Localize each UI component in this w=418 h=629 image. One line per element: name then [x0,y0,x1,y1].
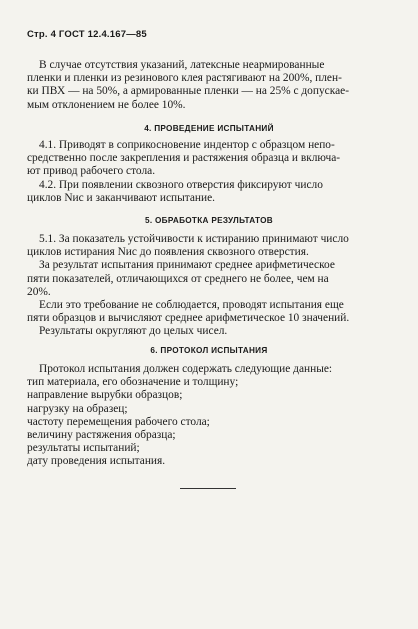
text-line: ки ПВХ — на 50%, а армированные пленки — на 25% с допускае- [27,85,349,98]
text-line: пяти образцов и вычисляют среднее арифметическое 10 значений. [27,312,350,325]
text-line: пленки и пленки из резинового клея растягивают на 200%, плен- [27,72,342,85]
text-line: Результаты округляют до целых чисел. [39,325,228,338]
section-4-heading: 4. ПРОВЕДЕНИЕ ИСПЫТАНИЙ [144,124,274,133]
end-divider [180,488,236,489]
text-line: За результат испытания принимают среднее арифметическое [39,259,335,272]
text-line: направление вырубки образцов; [27,389,183,402]
text-line: 5.1. За показатель устойчивости к истиранию принимают число [39,233,349,245]
section-4-body [27,139,395,205]
text-line: Если это требование не соблюдается, проводят испытания еще [39,299,344,312]
text-line: нагрузку на образец; [27,402,128,415]
section-5-body [27,233,395,339]
text-line: 4.2. При появлении сквозного отверстия фиксируют число [39,178,323,191]
text-line: пяти показателей, отличающихся от среднего не более, чем на [27,272,329,285]
text-line: циклов Nис и заканчивают испытание. [27,191,216,204]
text-line: Протокол испытания должен содержать следующие данные: [39,363,333,375]
text-line: дату проведения испытания. [27,455,166,468]
text-line: циклов истирания Nис до появления сквозного отверстия. [27,246,309,259]
page-header: Стр. 4 ГОСТ 12.4.167—85 [27,29,147,40]
section-6-heading: 6. ПРОТОКОЛ ИСПЫТАНИЯ [150,346,268,355]
text-line: тип материала, его обозначение и толщину; [27,376,239,389]
text-line: 20%. [27,285,51,298]
text-line: средственно после закрепления и растяжения образца и включа- [27,152,341,165]
intro-paragraph [27,59,395,112]
section-6-body [27,363,395,469]
text-line: ют привод рабочего стола. [27,165,156,178]
text-line: результаты испытаний; [27,442,140,455]
text-line: мым отклонением не более 10%. [27,98,186,111]
text-line: величину растяжения образца; [27,429,176,442]
text-line: частоту перемещения рабочего стола; [27,415,210,428]
section-5-heading: 5. ОБРАБОТКА РЕЗУЛЬТАТОВ [144,216,274,225]
text-line: 4.1. Приводят в соприкосновение индентор с образцом непо- [39,139,335,151]
text-line: В случае отсутствия указаний, латексные неармированные [39,59,325,71]
